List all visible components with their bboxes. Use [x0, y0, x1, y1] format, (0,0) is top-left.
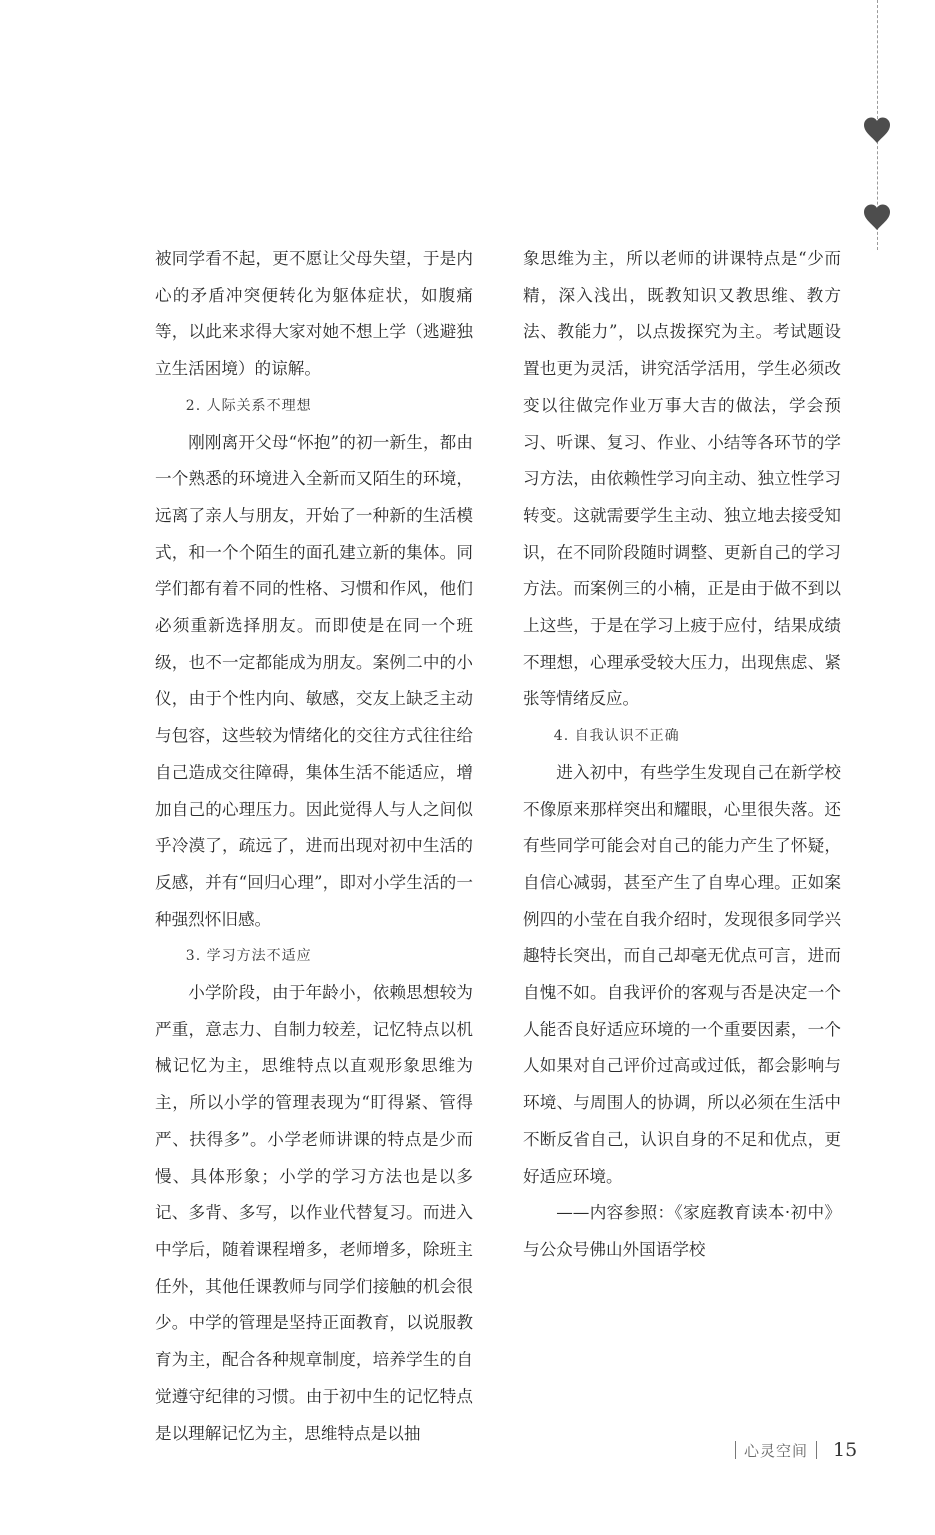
- paragraph: 被同学看不起，更不愿让父母失望，于是内心的矛盾冲突便转化为躯体症状，如腹痛等，以此来求得大家对她不想上学（逃避独立生活困境）的谅解。: [155, 249, 473, 379]
- section-heading: 4. 自我认识不正确: [553, 728, 680, 745]
- footer-divider: [735, 1441, 736, 1459]
- paragraph: 小学阶段，由于年龄小，依赖思想较为严重，意志力、自制力较差，记忆特点以机械记忆为主，思维特点以直观形象思维为主，所以小学的管理表现为“盯得紧、管得严、扶得多”。小学老师讲课的特点是少而慢、具体形象；小学的学习方法也是以多记、多背、多写，以作业代替复习。而进入中学后，随着课程增多，老师增多，除班主任外，其他任课教师与同学们接触的机会很少。中学的管理是坚持正面教育，以说服教育为主，配合各种规章制度，培养学生的自觉遵守纪律的习惯。由于初中生的记忆特点是以理解记忆为主，思维特点是以抽: [155, 983, 473, 1443]
- heart-icon: [862, 203, 892, 231]
- paragraph: 刚刚离开父母“怀抱”的初一新生，都由一个熟悉的环境进入全新而又陌生的环境，远离了亲人与朋友，开始了一种新的生活模式，和一个个陌生的面孔建立新的集体。同学们都有着不同的性格、习惯和作风，他们必须重新选择朋友。而即使是在同一个班级，也不一定都能成为朋友。案例二中的小仪，由于个性内向、敏感，交友上缺乏主动与包容，这些较为情绪化的交往方式往往给自己造成交往障碍，集体生活不能适应，增加自己的心理压力。因此觉得人与人之间似乎冷漠了，疏远了，进而出现对初中生活的反感，并有“回归心理”，即对小学生活的一种强烈怀旧感。: [155, 432, 473, 929]
- page-footer: [727, 1438, 857, 1462]
- section-name: 心灵空间: [744, 1441, 809, 1460]
- section-heading: 3. 学习方法不适应: [185, 948, 312, 965]
- paragraph: 象思维为主，所以老师的讲课特点是“少而精，深入浅出，既教知识又教思维、教方法、教能力”，以点拨探究为主。考试题设置也更为灵活，讲究活学活用，学生必须改变以往做完作业万事大吉的做法，学会预习、听课、复习、作业、小结等各环节的学习方法，由依赖性学习向主动、独立性学习转变。这就需要学生主动、独立地去接受知识，在不同阶段随时调整、更新自己的学习方法。而案例三的小楠，正是由于做不到以上这些，于是在学习上疲于应付，结果成绩不理想，心理承受较大压力，出现焦虑、紧张等情绪反应。: [523, 249, 841, 709]
- page-number: 15: [833, 1439, 858, 1461]
- left-text-column: [155, 241, 473, 1452]
- heart-icon: [862, 116, 892, 144]
- footer-divider: [816, 1441, 817, 1459]
- right-text-column: [523, 241, 841, 1269]
- reference-note: ——内容参照：《家庭教育读本·初中》与公众号佛山外国语学校: [523, 1203, 841, 1259]
- section-heading: 2. 人际关系不理想: [185, 397, 312, 414]
- paragraph: 进入初中，有些学生发现自己在新学校不像原来那样突出和耀眼，心里很失落。还有些同学可能会对自己的能力产生了怀疑，自信心减弱，甚至产生了自卑心理。正如案例四的小莹在自我介绍时，发现很多同学兴趣特长突出，而自己却毫无优点可言，进而自愧不如。自我评价的客观与否是决定一个人能否良好适应环境的一个重要因素，一个人如果对自己评价过高或过低，都会影响与环境、与周围人的协调，所以必须在生活中不断反省自己，认识自身的不足和优点，更好适应环境。: [523, 762, 841, 1186]
